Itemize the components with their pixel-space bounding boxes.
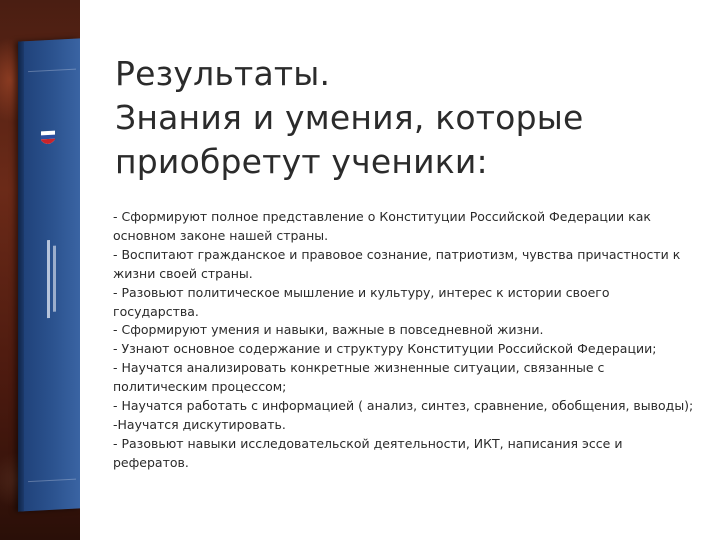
slide-title bbox=[115, 52, 695, 184]
result-item: - Воспитают гражданское и правовое сознание, патриотизм, чувства причастности к жизни своей страны. bbox=[113, 246, 681, 281]
constitution-book-photo bbox=[0, 0, 80, 540]
result-item: -Научатся дискутировать. bbox=[113, 416, 286, 432]
result-item: - Сформируют умения и навыки, важные в повседневной жизни. bbox=[113, 322, 544, 338]
result-item: - Сформируют полное представление о Конституции Российской Федерации как основном законе нашей страны. bbox=[113, 209, 651, 243]
title-line: Знания и умения, которые bbox=[115, 98, 584, 137]
russian-flag-emblem-icon bbox=[40, 130, 56, 149]
result-item: - Научатся работать с информацией ( анализ, синтез, сравнение, обобщения, выводы); bbox=[113, 398, 694, 414]
constitution-book-cover bbox=[18, 38, 80, 511]
result-item: - Разовьют политическое мышление и культуру, интерес к истории своего государства. bbox=[113, 284, 610, 319]
result-item: - Научатся анализировать конкретные жизненные ситуации, связанные с политическим процессом; bbox=[113, 360, 605, 395]
book-title-lettering bbox=[44, 239, 60, 320]
title-line: Результаты. bbox=[115, 54, 331, 93]
result-item: - Разовьют навыки исследовательской деятельности, ИКТ, написания эссе и рефератов. bbox=[113, 435, 623, 470]
photo-divider bbox=[80, 0, 82, 540]
title-line: приобретут ученики: bbox=[115, 142, 488, 181]
results-list bbox=[113, 208, 698, 473]
result-item: - Узнают основное содержание и структуру Конституции Российской Федерации; bbox=[113, 341, 657, 357]
